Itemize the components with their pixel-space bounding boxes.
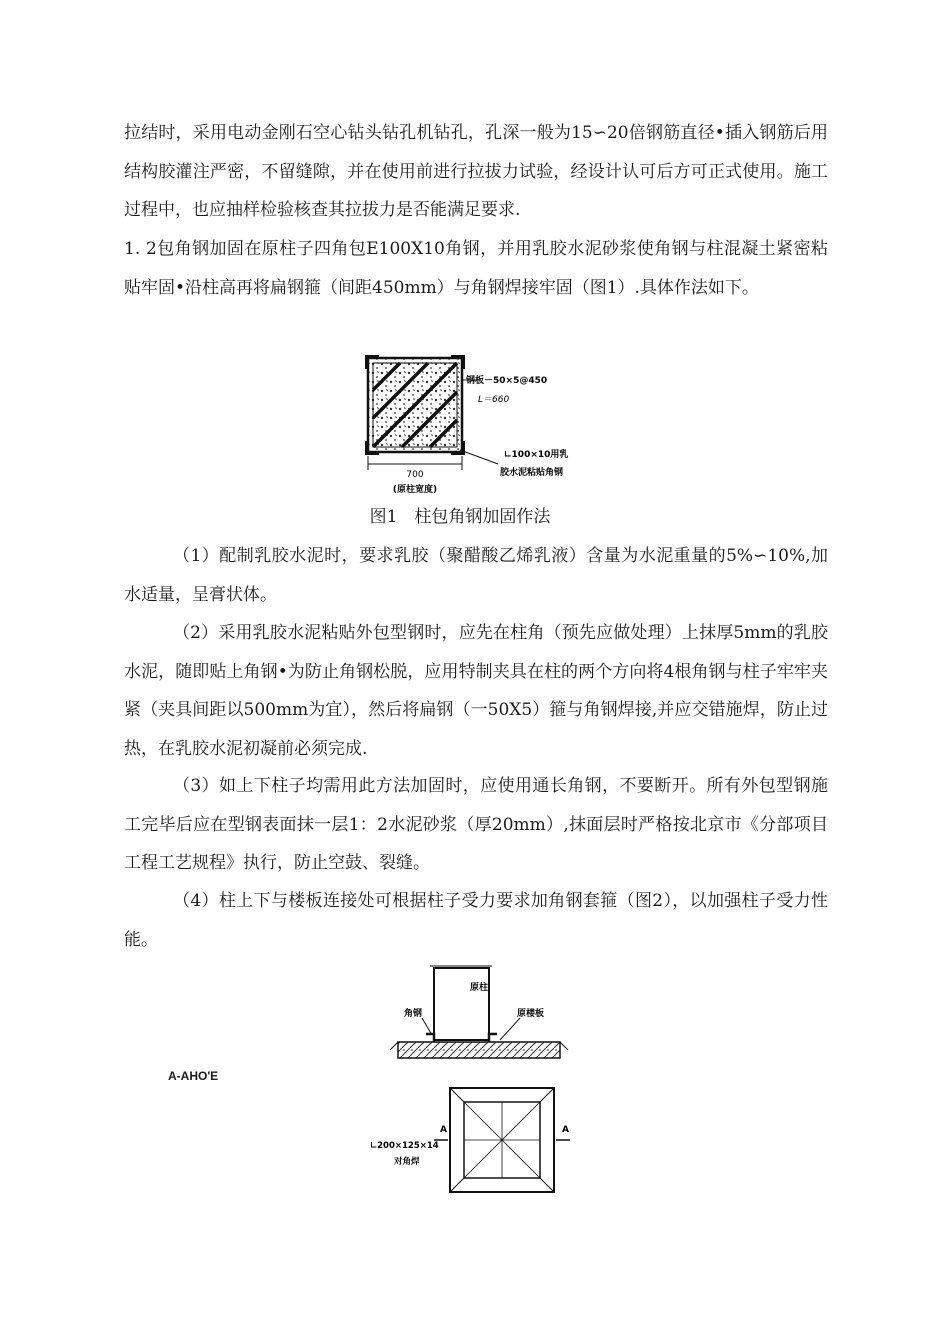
step-4: （4）柱上下与楼板连接处可根据柱子受力要求加角钢套箍（图2），以加强柱子受力性能。 — [124, 891, 828, 950]
plate-label: 钢板－50×5@450 — [466, 376, 548, 386]
slab-label: 原楼板 — [517, 1009, 545, 1019]
figure-2-side-label: A-AHO'E — [168, 1069, 219, 1083]
section-mark-left: A — [440, 1125, 447, 1135]
paragraph-angle-steel: 1. 2包角钢加固在原柱子四角包E100X10角钢，并用乳胶水泥砂浆使角钢与柱混凝土紧密粘贴牢固•沿柱高再将扁钢箍（间距450mm）与角钢焊接牢固（图1）.具体作法如下。 — [124, 239, 828, 298]
angle-steel-label: 角钢 — [404, 1009, 423, 1019]
paragraph-drilling: 拉结时，采用电动金刚石空心钻头钻孔机钻孔，孔深一般为15∽20倍钢筋直径•插入钢筋后用结构胶灌注严密，不留缝隙，并在使用前进行拉拔力试验，经设计认可后方可正式使用。施工过程中，也应抽样检验核查其拉拔力是否能满足要求. — [124, 123, 828, 220]
angle-label-2: 胶水泥粘贴角钢 — [500, 468, 564, 478]
step-2: （2）采用乳胶水泥粘贴外包型钢时，应先在柱角（预先应做处理）上抹厚5mm的乳胶水泥，随即贴上角钢•为防止角钢松脱，应用特制夹具在柱的两个方向将4根角钢与柱子牢牢夹紧（夹具间距以500mm为宜），然后将扁钢（一50X5）箍与角钢焊接,并应交错施焊，防止过热，在乳胶水泥初凝前必须完成. — [124, 623, 828, 759]
figure-1-diagram — [362, 352, 602, 500]
angle-label-1: ∟100×10用乳 — [504, 450, 569, 460]
angle-size-label: ∟200×125×14 — [370, 1141, 439, 1151]
section-mark-right: A — [562, 1125, 569, 1135]
width-note-label: (原柱宽度) — [392, 485, 438, 495]
weld-label: 对角焊 — [394, 1157, 420, 1167]
column-section — [365, 355, 465, 455]
figure-1-caption: 图1 柱包角钢加固作法 — [369, 507, 551, 527]
length-label: L＝660 — [478, 395, 510, 405]
figure-2-diagram — [370, 960, 590, 1196]
step-1: （1）配制乳胶水泥时，要求乳胶（聚醋酸乙烯乳液）含量为水泥重量的5%∽10%,加水适量，呈膏状体。 — [124, 546, 828, 605]
angle-leader — [460, 450, 498, 464]
step-3: （3）如上下柱子均需用此方法加固时，应使用通长角钢，不要断开。所有外包型钢施工完毕后应在型钢表面抹一层1：2水泥砂浆（厚20mm）,抹面层时严格按北京市《分部项目工程工艺规程》执行，防止空鼓、裂缝。 — [124, 776, 828, 873]
width-label: 700 — [406, 470, 424, 480]
column-plan — [434, 1088, 570, 1192]
column-label: 原柱 — [470, 983, 489, 993]
